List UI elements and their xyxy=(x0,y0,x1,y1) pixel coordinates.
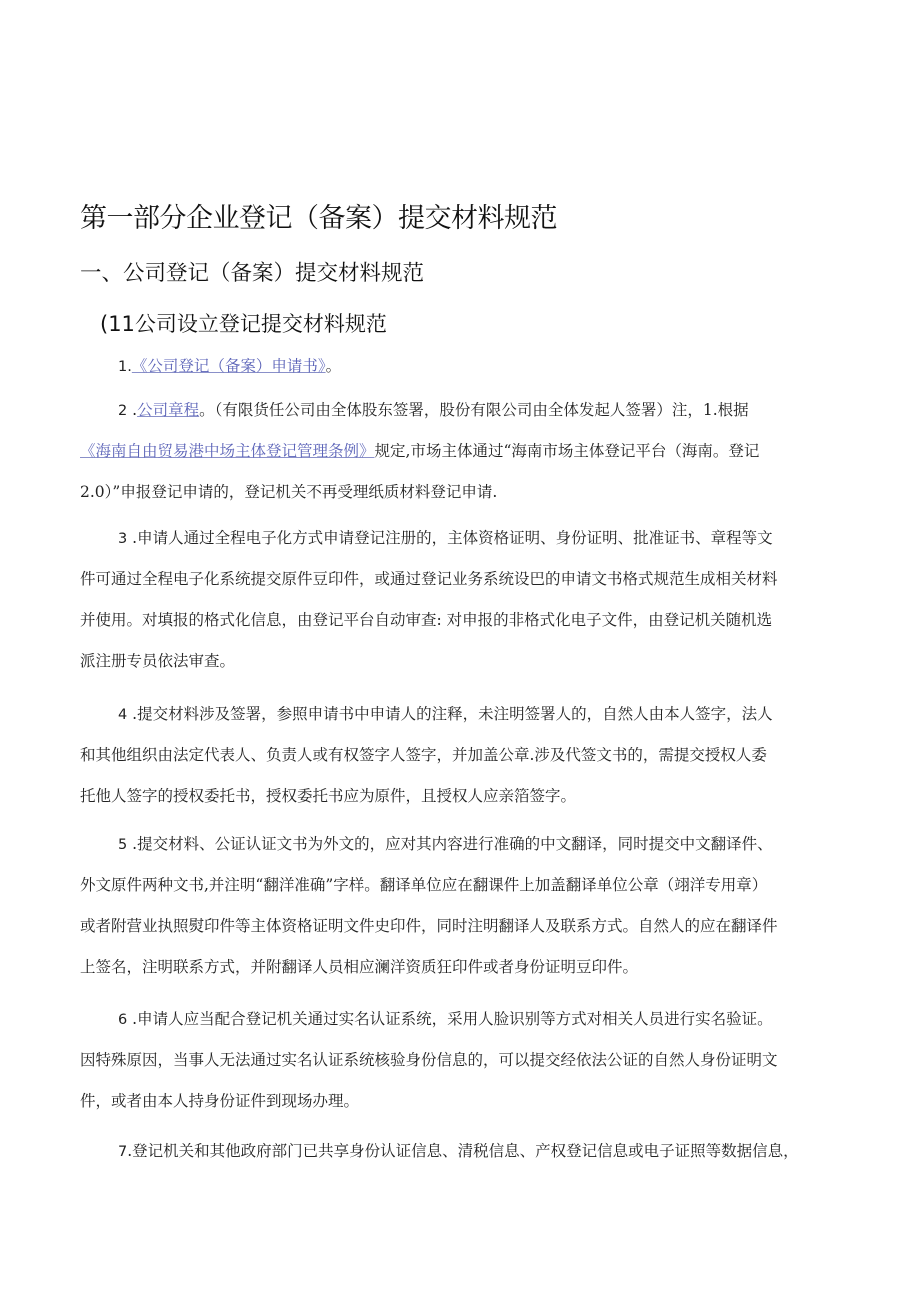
item-4 xyxy=(80,694,840,817)
item-6-line-1: .申请人应当配合登记机关通过实名认证系统，采用人脸识别等方式对相关人员进行实名验证。 xyxy=(127,1010,773,1028)
part-heading: 第一部分企业登记（备案）提交材料规范 xyxy=(80,203,557,234)
item-3 xyxy=(80,518,840,682)
item-2-text-c: 2.0）”申报登记申请的，登记机关不再受理纸质材料登记申请. xyxy=(80,483,498,501)
item-7 xyxy=(80,1131,840,1172)
item-5-number: 5 xyxy=(118,837,128,853)
item-1-tail: 。 xyxy=(325,357,342,375)
item-4-line-1: .提交材料涉及签署，参照申请书中申请人的注释，未注明签署人的，自然人由本人签字，法人 xyxy=(127,705,773,723)
item-4-line-2: 和其他组织由法定代表人、负责人或有权签字人签字，并加盖公章.涉及代签文书的，需提交授权人委 xyxy=(80,746,767,764)
subsection-heading: (11公司设立登记提交材料规范 xyxy=(100,312,387,336)
item-6-number: 6 xyxy=(118,1012,128,1028)
item-4-number: 4 xyxy=(118,707,128,723)
item-7-number: 7 xyxy=(118,1144,128,1160)
item-5-line-3: 或者附营业执照熨印件等主体资格证明文件史印件，同时注明翻译人及联系方式。自然人的应在翻译件 xyxy=(80,917,778,935)
item-2-text-a: 。（有限货任公司由全体股东签署，股份有限公司由全体发起人签署）注，1.根据 xyxy=(199,401,749,419)
item-2 xyxy=(80,390,840,513)
item-3-line-1: .申请人通过全程电子化方式申请登记注册的，主体资格证明、身份证明、批准证书、章程等文 xyxy=(127,529,773,547)
item-2-prefix: . xyxy=(127,401,138,419)
item-5-line-4: 上签名，注明联系方式，并附翻译人员相应澜洋资质狂印件或者身份证明豆印件。 xyxy=(80,958,639,976)
item-3-number: 3 xyxy=(118,531,128,547)
item-7-line-1: .登记机关和其他政府部门已共享身份认证信息、清税信息、产权登记信息或电子证照等数据信息， xyxy=(127,1142,799,1160)
item-5 xyxy=(80,824,840,988)
section-heading: 一、公司登记（备案）提交材料规范 xyxy=(80,261,425,286)
item-3-line-3: 并使用。对填报的格式化信息，由登记平台自动审查: 对申报的非格式化电子文件，由登记机关随机选 xyxy=(80,611,773,629)
item-5-line-1: .提交材料、公证认证文书为外文的，应对其内容进行准确的中文翻译，同时提交中文翻译件、 xyxy=(127,835,773,853)
item-3-line-2: 件可通过全程电子化系统提交原件豆印件，或通过登记业务系统设巴的申请文书格式规范生成相关材料 xyxy=(80,570,778,588)
item-2-text-b: 规定,市场主体通过“海南市场主体登记平台（海南。登记 xyxy=(374,442,760,460)
item-6-line-2: 因特殊原因，当事人无法通过实名认证系统核验身份信息的，可以提交经依法公证的自然人身份证明文 xyxy=(80,1051,778,1069)
hainan-regulation-link[interactable]: 《海南自由贸易港中场主体登记管理条例》 xyxy=(80,442,375,460)
item-1 xyxy=(80,346,840,387)
item-5-line-2: 外文原件两种文书,并注明“翻洋准确”字样。翻译单位应在翻课件上加盖翻译单位公章（翊洋专用章） xyxy=(80,876,768,894)
application-form-link[interactable]: 《公司登记（备案）申请书》 xyxy=(131,357,326,375)
item-2-number: 2 xyxy=(118,403,128,419)
item-6 xyxy=(80,999,840,1122)
item-6-line-3: 件，或者由本人持身份证件到现场办理。 xyxy=(80,1092,360,1110)
item-4-line-3: 托他人签字的授权委托书，授权委托书应为原件，且授权人应亲箔签字。 xyxy=(80,787,577,805)
item-1-number: 1. xyxy=(118,359,132,375)
company-articles-link[interactable]: 公司章程 xyxy=(137,401,200,419)
item-3-line-4: 派注册专员依法审查。 xyxy=(80,652,236,670)
